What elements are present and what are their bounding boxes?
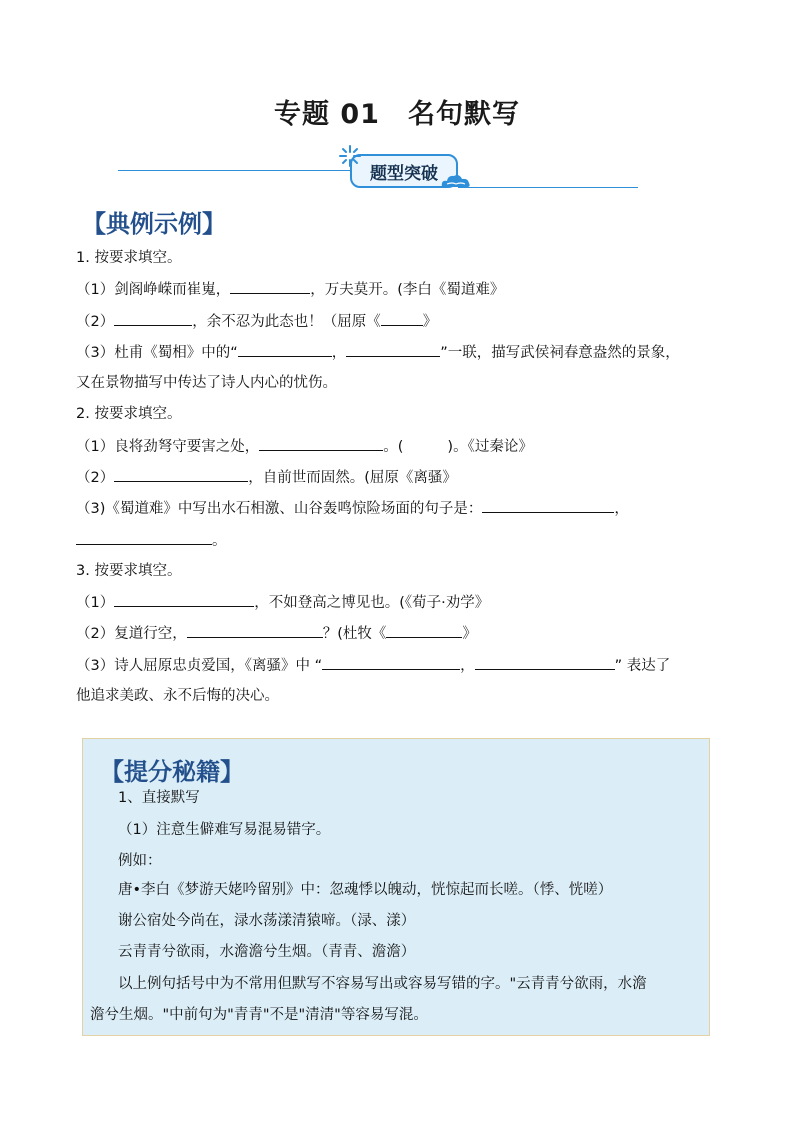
q1-heading: 1. 按要求填空。 [76,250,182,266]
q2-sentence-3-cont: 。 [76,530,726,551]
tip-line: 唐•李白《梦游天姥吟留别》中：忽魂悸以魄动，恍惊起而长嗟。（悸、恍嗟） [118,882,613,898]
tip-line: 澹兮生烟。"中前句为"青青"不是"清清"等容易写混。 [90,1007,428,1023]
tip-line: 以上例句括号中为不常用但默写不容易写出或容易写错的字。"云青青兮欲雨，水澹 [118,976,647,992]
section-heading-examples: 【典例示例】 [82,209,226,238]
answer-blank[interactable] [187,623,323,638]
answer-blank[interactable] [114,592,254,607]
tip-line: 1、直接默写 [118,790,200,806]
q2-sentence-2: （2） ，自前世而固然。(屈原《离骚》 [76,467,726,488]
banner-label: 题型突破 [370,164,438,184]
answer-blank[interactable] [114,467,248,482]
page-title: 专题 01 名句默写 [274,99,520,130]
q3-heading: 3. 按要求填空。 [76,563,182,579]
answer-blank[interactable] [482,498,614,513]
q2-sentence-3: （3)《蜀道难》中写出水石相激、山谷轰鸣惊险场面的句子是： ， [76,498,726,519]
q3-sentence-3: （3）诗人屈原忠贞爱国，《离骚》中 “ ， ” 表达了 [76,655,726,676]
q3-sentence-2: （2）复道行空， ？(杜牧《 》 [76,623,726,644]
answer-blank[interactable] [322,655,460,670]
q3-sentence-3-cont: 他追求美政、永不后悔的决心。 [76,688,279,704]
tip-line: （1）注意生僻难写易混易错字。 [118,822,331,838]
cloud-icon [440,170,472,190]
answer-blank[interactable] [238,342,332,357]
tip-line: 谢公宿处今尚在，渌水荡漾清猿啼。（渌、漾） [118,913,416,929]
q1-sentence-2: （2） ，余不忍为此态也！（屈原《 》 [76,311,726,332]
section-heading-tips: 【提分秘籍】 [100,757,244,786]
answer-blank[interactable] [381,311,423,326]
answer-blank[interactable] [76,530,212,545]
tip-line: 例如： [118,853,162,869]
answer-blank[interactable] [230,279,310,294]
q2-heading: 2. 按要求填空。 [76,406,182,422]
tip-line: 云青青兮欲雨，水澹澹兮生烟。（青青、澹澹） [118,944,416,960]
banner-line-left [118,170,350,171]
answer-blank[interactable] [475,655,615,670]
q2-sentence-1: （1）良将劲弩守要害之处， 。( )。《过秦论》 [76,436,726,457]
q1-sentence-3-cont: 又在景物描写中传达了诗人内心的忧伤。 [76,375,337,391]
banner-line-right [458,187,638,188]
answer-blank[interactable] [386,623,462,638]
answer-blank[interactable] [114,311,192,326]
q1-sentence-1: （1）剑阁峥嵘而崔嵬， ，万夫莫开。(李白《蜀道难》 [76,279,726,300]
section-banner [118,146,638,194]
q1-sentence-3: （3）杜甫《蜀相》中的“ ， ”一联，描写武侯祠春意盎然的景象， [76,342,726,363]
answer-blank[interactable] [259,436,383,451]
q3-sentence-1: （1） ，不如登高之博见也。(《荀子·劝学》 [76,592,726,613]
answer-blank[interactable] [346,342,440,357]
